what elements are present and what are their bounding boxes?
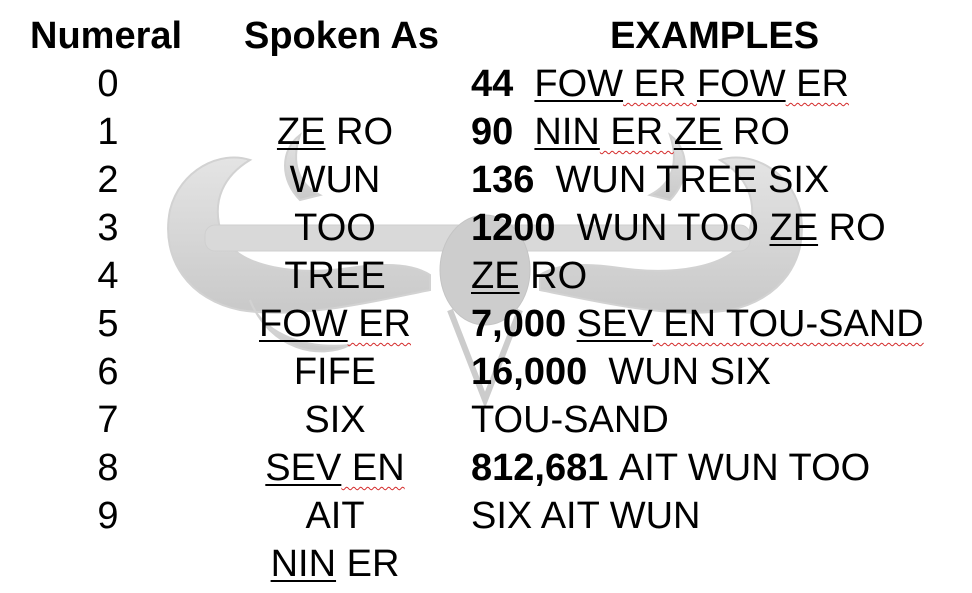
spoken-nine-rest: ER xyxy=(336,543,400,585)
example-44-part3: FOW xyxy=(696,63,786,105)
spoken-zero xyxy=(240,113,430,151)
example-1200-part2: ZE xyxy=(769,207,819,249)
example-44 xyxy=(471,65,849,103)
example-7000-number: 7,000 xyxy=(471,303,567,345)
spoken-one: WUN xyxy=(289,159,381,201)
spoken-nine xyxy=(240,545,430,583)
example-1200-continuation xyxy=(471,257,587,295)
example-812681-continuation: SIX AIT WUN xyxy=(471,495,701,537)
example-1200-cont-part2: RO xyxy=(519,255,588,297)
example-44-part4: ER xyxy=(785,63,849,105)
example-1200-number: 1200 xyxy=(471,207,556,249)
spoken-six: SIX xyxy=(304,399,366,441)
example-90 xyxy=(471,113,790,151)
example-44-number: 44 xyxy=(471,63,514,105)
spoken-five: FIFE xyxy=(293,351,377,393)
example-7000 xyxy=(471,305,924,343)
numeral-header: Numeral xyxy=(30,15,183,57)
example-1200 xyxy=(471,209,886,247)
numeral-2: 2 xyxy=(97,159,119,201)
spoken-four xyxy=(240,305,430,343)
example-136 xyxy=(471,161,829,199)
example-90-part1: NIN xyxy=(534,111,600,153)
example-16000 xyxy=(471,353,771,391)
numeral-5: 5 xyxy=(97,303,119,345)
example-812681-number: 812,681 xyxy=(471,447,609,489)
spoken-seven-rest: EN xyxy=(341,447,405,489)
example-136-number: 136 xyxy=(471,159,535,201)
examples-header: EXAMPLES xyxy=(610,15,820,57)
example-1200-cont-part1: ZE xyxy=(471,255,520,297)
example-16000-continuation: TOU-SAND xyxy=(471,399,669,441)
numeral-4: 4 xyxy=(97,255,119,297)
example-1200-part1: WUN TOO xyxy=(576,207,770,249)
example-90-part2: ER xyxy=(599,111,674,153)
spoken-four-stress: FOW xyxy=(259,303,348,345)
example-7000-part1: SEV xyxy=(576,303,653,345)
example-1200-part3: RO xyxy=(818,207,886,249)
spoken-two: TOO xyxy=(294,207,376,249)
example-44-part2: ER xyxy=(623,63,697,105)
spoken-four-rest: ER xyxy=(347,303,411,345)
spoken-eight: AIT xyxy=(305,495,365,537)
example-16000-number: 16,000 xyxy=(471,351,588,393)
numeral-3: 3 xyxy=(97,207,119,249)
example-7000-part2: EN TOU-SAND xyxy=(652,303,924,345)
example-90-number: 90 xyxy=(471,111,514,153)
numeral-7: 7 xyxy=(97,399,119,441)
numeral-8: 8 xyxy=(97,447,119,489)
example-90-part3: ZE xyxy=(673,111,723,153)
spoken-zero-rest: RO xyxy=(325,111,394,153)
spoken-three: TREE xyxy=(284,255,386,297)
numeral-6: 6 xyxy=(97,351,119,393)
example-136-text: WUN TREE SIX xyxy=(555,159,830,201)
example-90-part4: RO xyxy=(722,111,790,153)
spoken-nine-stress: NIN xyxy=(270,543,337,585)
spoken-zero-stress: ZE xyxy=(276,111,326,153)
numeral-1: 1 xyxy=(97,111,119,153)
spoken-as-header: Spoken As xyxy=(244,15,439,57)
example-812681-text: AIT WUN TOO xyxy=(618,447,871,489)
numeral-9: 9 xyxy=(97,495,119,537)
spoken-seven-stress: SEV xyxy=(265,447,342,489)
example-812681 xyxy=(471,449,870,487)
example-44-part1: FOW xyxy=(534,63,624,105)
spoken-seven xyxy=(240,449,430,487)
example-16000-text: WUN SIX xyxy=(608,351,771,393)
numeral-0: 0 xyxy=(97,63,119,105)
